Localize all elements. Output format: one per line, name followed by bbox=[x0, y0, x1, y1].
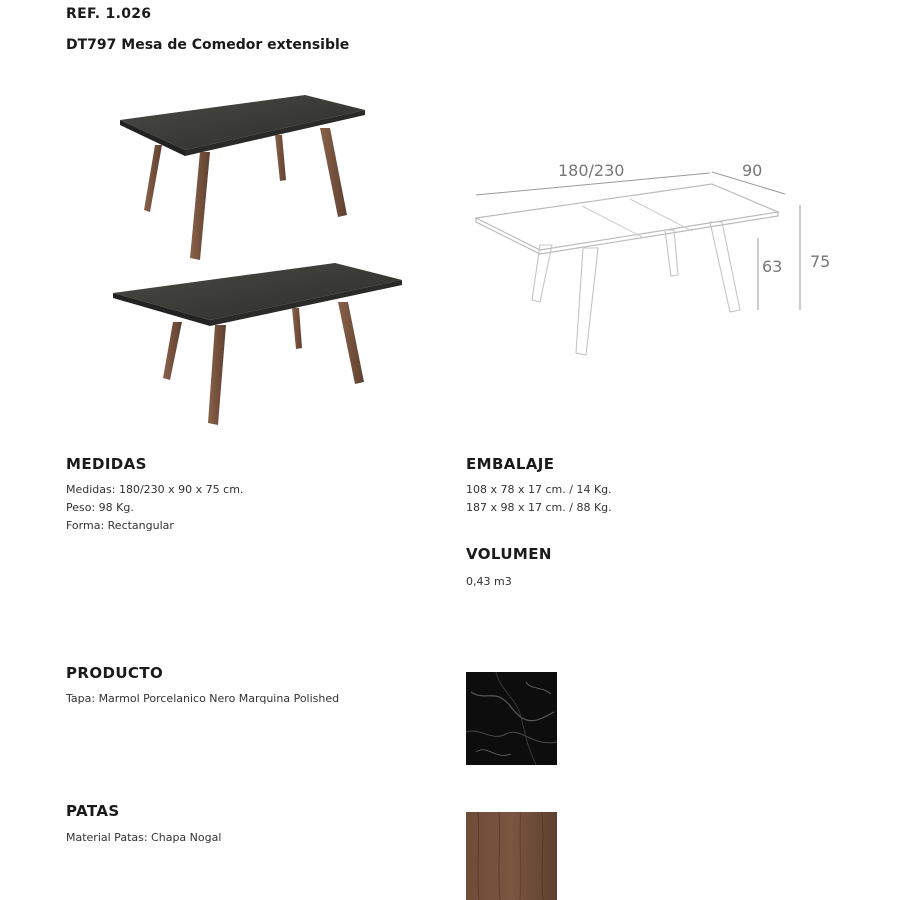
medidas-line: Medidas: 180/230 x 90 x 75 cm. bbox=[66, 483, 244, 496]
embalaje-line: 187 x 98 x 17 cm. / 88 Kg. bbox=[466, 501, 612, 514]
table-closed-image bbox=[110, 90, 380, 265]
inner-height-dimension: 63 bbox=[762, 257, 783, 276]
volumen-heading: VOLUMEN bbox=[466, 545, 552, 563]
embalaje-heading: EMBALAJE bbox=[466, 455, 555, 473]
peso-line: Peso: 98 Kg. bbox=[66, 501, 134, 514]
product-title: DT797 Mesa de Comedor extensible bbox=[66, 37, 350, 53]
embalaje-line: 108 x 78 x 17 cm. / 14 Kg. bbox=[466, 483, 612, 496]
patas-heading: PATAS bbox=[66, 802, 120, 820]
outer-height-dimension: 75 bbox=[810, 252, 831, 271]
table-extended-image bbox=[110, 260, 410, 430]
dimension-drawing bbox=[460, 150, 840, 365]
marble-swatch bbox=[466, 672, 557, 765]
medidas-heading: MEDIDAS bbox=[66, 455, 147, 473]
medidas-details bbox=[66, 481, 243, 535]
producto-text: Tapa: Marmol Porcelanico Nero Marquina Polished bbox=[66, 692, 340, 705]
depth-dimension: 90 bbox=[742, 161, 763, 180]
walnut-swatch bbox=[466, 812, 557, 900]
embalaje-details bbox=[466, 481, 612, 517]
length-dimension: 180/230 bbox=[558, 161, 625, 180]
forma-line: Forma: Rectangular bbox=[66, 519, 174, 532]
patas-text: Material Patas: Chapa Nogal bbox=[66, 831, 222, 844]
producto-heading: PRODUCTO bbox=[66, 664, 164, 682]
volumen-value: 0,43 m3 bbox=[466, 575, 512, 588]
reference-number: REF. 1.026 bbox=[66, 6, 152, 22]
